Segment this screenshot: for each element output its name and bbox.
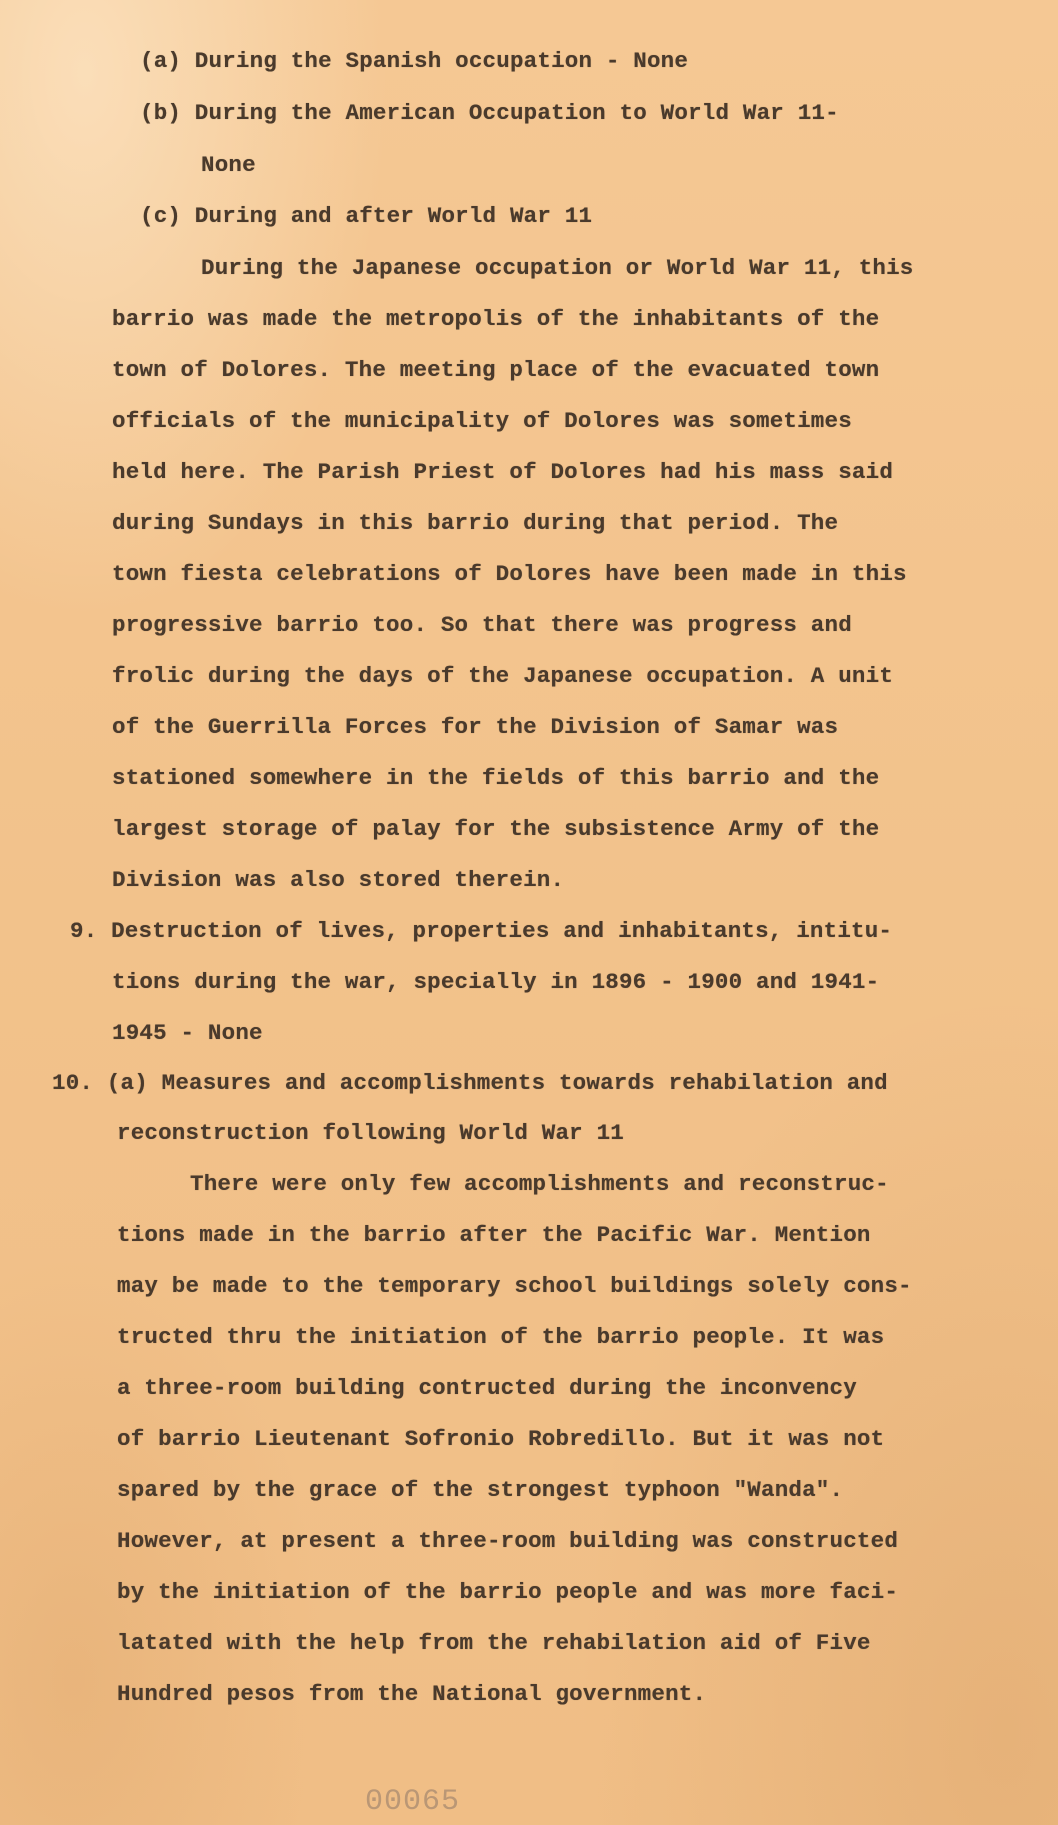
- text-line: None: [201, 152, 256, 178]
- text-line: (b) During the American Occupation to World War 11-: [140, 100, 839, 126]
- text-line: tions made in the barrio after the Pacific War. Mention: [117, 1222, 871, 1248]
- text-line: progressive barrio too. So that there was progress and: [112, 612, 852, 638]
- text-line: There were only few accomplishments and reconstruc-: [190, 1171, 889, 1197]
- text-line: 10. (a) Measures and accomplishments towards rehabilation and: [52, 1070, 888, 1096]
- text-line: held here. The Parish Priest of Dolores had his mass said: [112, 459, 894, 485]
- text-line: stationed somewhere in the fields of this barrio and the: [112, 765, 880, 791]
- text-line: However, at present a three-room building was constructed: [117, 1528, 899, 1554]
- text-line: reconstruction following World War 11: [117, 1120, 624, 1146]
- text-line: by the initiation of the barrio people and was more faci-: [117, 1579, 899, 1605]
- text-line: latated with the help from the rehabilation aid of Five: [117, 1630, 871, 1656]
- text-line: Hundred pesos from the National government.: [117, 1681, 707, 1707]
- text-line: tions during the war, specially in 1896 - 1900 and 1941-: [112, 969, 880, 995]
- text-line: During the Japanese occupation or World War 11, this: [201, 255, 914, 281]
- text-line: may be made to the temporary school buildings solely cons-: [117, 1273, 912, 1299]
- text-line: largest storage of palay for the subsistence Army of the: [112, 816, 880, 842]
- text-line: town fiesta celebrations of Dolores have been made in this: [112, 561, 907, 587]
- text-line: 9. Destruction of lives, properties and inhabitants, intitu-: [70, 918, 893, 944]
- text-line: Division was also stored therein.: [112, 867, 565, 893]
- text-line: town of Dolores. The meeting place of the evacuated town: [112, 357, 880, 383]
- text-line: spared by the grace of the strongest typhoon "Wanda".: [117, 1477, 844, 1503]
- text-line: of the Guerrilla Forces for the Division of Samar was: [112, 714, 839, 740]
- text-line: frolic during the days of the Japanese occupation. A unit: [112, 663, 894, 689]
- text-line: of barrio Lieutenant Sofronio Robredillo. But it was not: [117, 1426, 885, 1452]
- text-line: (c) During and after World War 11: [140, 203, 593, 229]
- text-line: (a) During the Spanish occupation - None: [140, 48, 689, 74]
- text-line: barrio was made the metropolis of the inhabitants of the: [112, 306, 880, 332]
- text-line: a three-room building contructed during the inconvency: [117, 1375, 857, 1401]
- page-number: 00065: [365, 1785, 461, 1819]
- text-line: officials of the municipality of Dolores was sometimes: [112, 408, 852, 434]
- text-line: tructed thru the initiation of the barrio people. It was: [117, 1324, 885, 1350]
- text-line: during Sundays in this barrio during that period. The: [112, 510, 839, 536]
- text-line: 1945 - None: [112, 1020, 263, 1046]
